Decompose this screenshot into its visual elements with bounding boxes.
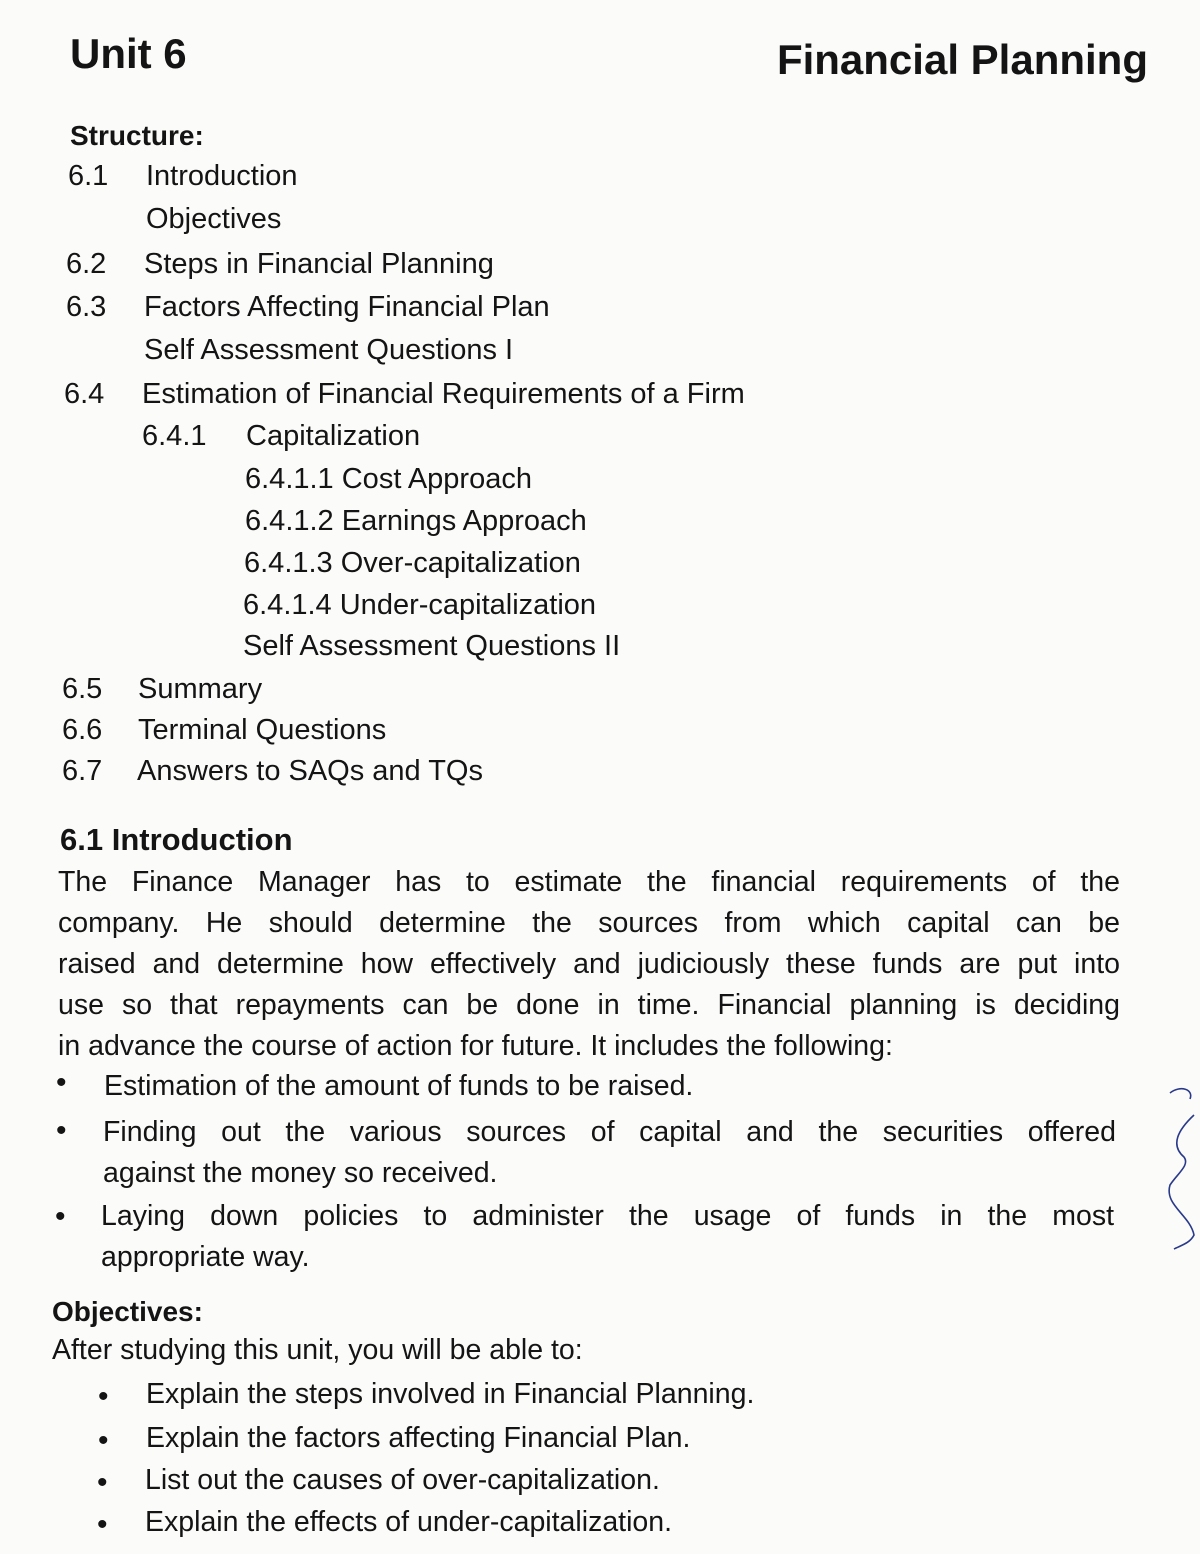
bullet-line: against the money so received. bbox=[103, 1157, 498, 1189]
toc-text: Factors Affecting Financial Plan bbox=[144, 291, 550, 323]
structure-heading: Structure: bbox=[70, 120, 204, 151]
bullet-icon: • bbox=[97, 1508, 108, 1541]
bullet-line: Estimation of the amount of funds to be raised. bbox=[104, 1070, 694, 1102]
paragraph-line: company. He should determine the sources from which capital can be bbox=[58, 907, 1120, 939]
toc-number: 6.3 bbox=[66, 291, 107, 323]
bullet-icon: • bbox=[98, 1424, 109, 1457]
bullet-line: Laying down policies to administer the usage of funds in the most bbox=[101, 1200, 1114, 1232]
objective-item: Explain the steps involved in Financial Planning. bbox=[146, 1378, 755, 1410]
toc-text: Self Assessment Questions I bbox=[144, 334, 514, 366]
toc-text: Estimation of Financial Requirements of a Firm bbox=[142, 378, 745, 410]
toc-number: 6.5 bbox=[62, 673, 103, 705]
bullet-icon: • bbox=[56, 1066, 67, 1099]
toc-number: 6.1 bbox=[68, 160, 109, 192]
bullet-line: Finding out the various sources of capital and the securities offered bbox=[103, 1116, 1116, 1148]
toc-text: 6.4.1.2 Earnings Approach bbox=[245, 505, 587, 537]
objectives-intro: After studying this unit, you will be able to: bbox=[52, 1334, 583, 1366]
bullet-item bbox=[104, 1066, 1114, 1107]
bullet-icon: • bbox=[56, 1114, 67, 1147]
toc-text: 6.4.1.3 Over-capitalization bbox=[244, 547, 581, 579]
toc-text: Introduction bbox=[146, 160, 298, 192]
bullet-item bbox=[101, 1196, 1114, 1278]
toc-text: Objectives bbox=[146, 203, 282, 235]
bullet-icon: • bbox=[97, 1466, 108, 1499]
toc-text: Capitalization bbox=[246, 420, 421, 452]
toc-text: Steps in Financial Planning bbox=[144, 248, 494, 280]
paragraph-line: raised and determine how effectively and judiciously these funds are put into bbox=[58, 948, 1120, 980]
toc-number: 6.7 bbox=[62, 755, 103, 787]
toc-text: Summary bbox=[138, 673, 263, 705]
objective-item: Explain the factors affecting Financial Plan. bbox=[146, 1422, 691, 1454]
objectives-heading: Objectives: bbox=[52, 1296, 203, 1327]
bullet-item bbox=[103, 1112, 1116, 1194]
toc-number: 6.6 bbox=[62, 714, 103, 746]
objective-item: Explain the effects of under-capitalization. bbox=[145, 1506, 673, 1538]
toc-text: Terminal Questions bbox=[138, 714, 387, 746]
toc-text: Answers to SAQs and TQs bbox=[137, 755, 483, 787]
toc-text: 6.4.1.4 Under-capitalization bbox=[243, 589, 597, 621]
bullet-line: appropriate way. bbox=[101, 1241, 310, 1273]
toc-text: 6.4.1.1 Cost Approach bbox=[245, 463, 532, 495]
paragraph-line: The Finance Manager has to estimate the financial requirements of the bbox=[58, 866, 1120, 898]
bullet-icon: • bbox=[55, 1200, 66, 1233]
handwritten-mark-icon bbox=[1160, 1085, 1200, 1255]
introduction-paragraph bbox=[58, 862, 1120, 1067]
paragraph-line: in advance the course of action for future. It includes the following: bbox=[58, 1030, 893, 1062]
objective-item: List out the causes of over-capitalization. bbox=[145, 1464, 660, 1496]
chapter-title: Financial Planning bbox=[776, 36, 1148, 83]
bullet-icon: • bbox=[98, 1380, 109, 1413]
paragraph-line: use so that repayments can be done in time. Financial planning is deciding bbox=[58, 989, 1120, 1021]
toc-number: 6.2 bbox=[66, 248, 107, 280]
unit-label: Unit 6 bbox=[70, 30, 187, 77]
toc-number: 6.4.1 bbox=[142, 420, 207, 452]
toc-number: 6.4 bbox=[64, 378, 105, 410]
introduction-heading: 6.1 Introduction bbox=[60, 822, 293, 857]
toc-text: Self Assessment Questions II bbox=[243, 630, 621, 662]
